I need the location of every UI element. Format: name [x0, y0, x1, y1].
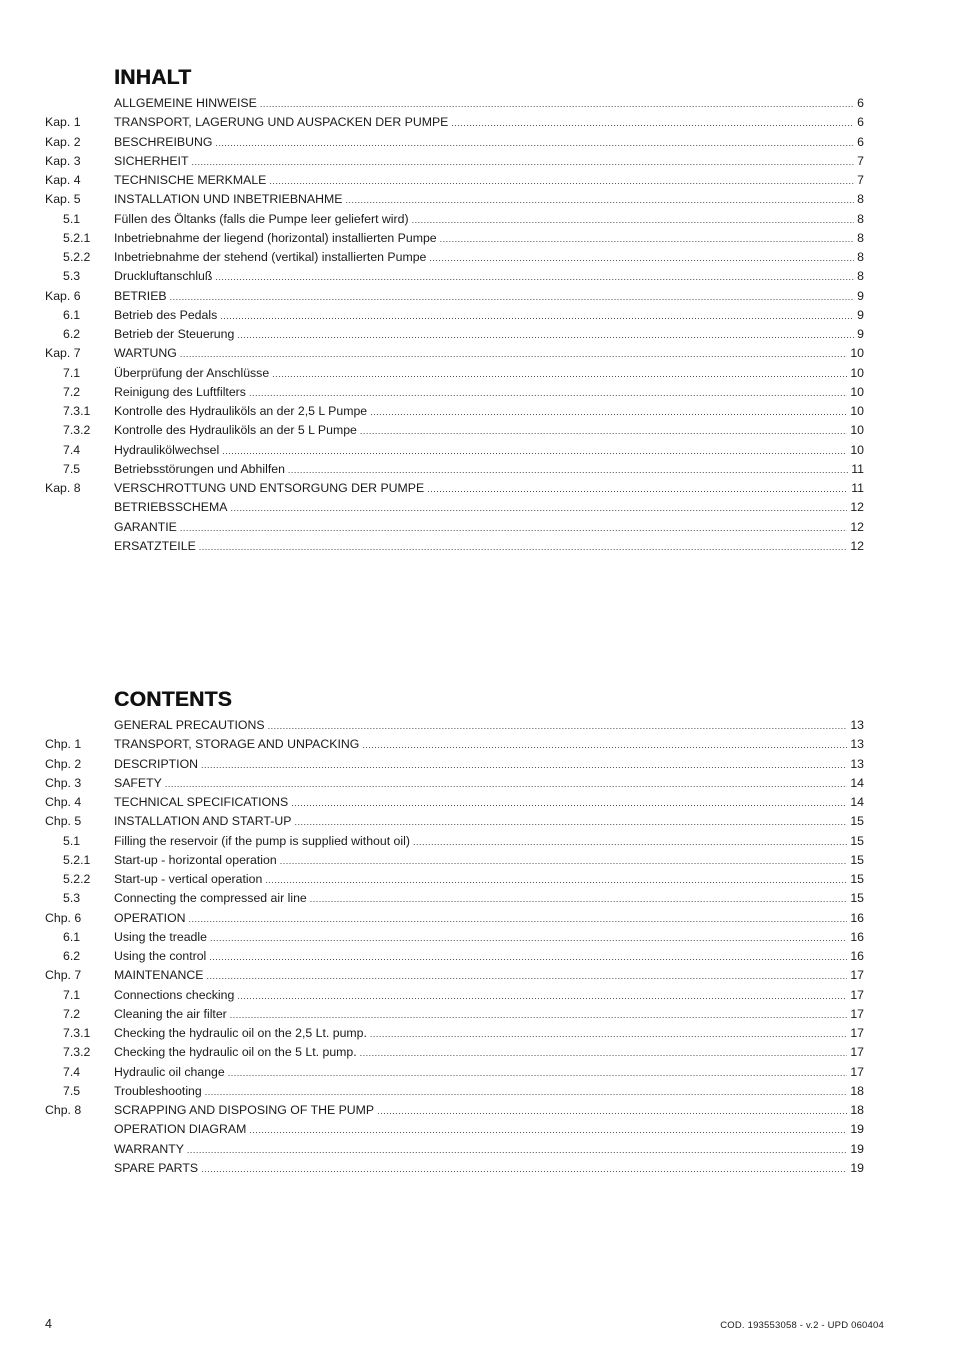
toc-entry-label: TRANSPORT, LAGERUNG UND AUSPACKEN DER PUMPE [114, 115, 449, 130]
toc-entry-page: 9 [857, 327, 864, 341]
toc-entry-label: Using the treadle [114, 929, 207, 944]
toc-entry[interactable] [0, 889, 954, 908]
toc-entry-line [114, 909, 864, 929]
toc-entry[interactable] [0, 1005, 954, 1024]
toc-entry-line [114, 1063, 864, 1083]
toc-entry-label: Überprüfung der Anschlüsse [114, 365, 270, 380]
toc-entry-page: 10 [850, 346, 864, 361]
toc-entry-line [114, 344, 864, 364]
dot-leader [370, 403, 847, 422]
dot-leader [272, 365, 847, 384]
toc-entry-page: 6 [857, 96, 864, 110]
dot-leader [265, 871, 847, 890]
toc-entry-line [114, 928, 864, 948]
toc-entry-line [114, 1140, 864, 1160]
toc-entry-page: 10 [850, 442, 864, 457]
toc-entry-line [114, 229, 864, 249]
toc-entry-number: 7.3.2 [63, 423, 91, 438]
dot-leader [280, 852, 848, 871]
toc-entry-line [114, 421, 864, 441]
toc-entry-line [114, 812, 864, 832]
toc-entry-page: 10 [850, 384, 864, 399]
toc-entry[interactable] [0, 498, 954, 517]
toc-entry-line [114, 190, 864, 210]
toc-entry[interactable] [0, 537, 954, 556]
toc-entry-line [114, 1005, 864, 1025]
toc-entry-label: Inbetriebnahme der liegend (horizontal) installierten Pumpe [114, 230, 437, 245]
dot-leader [230, 1006, 848, 1025]
toc-entry-line [114, 287, 864, 307]
toc-entry-label: ERSATZTEILE [114, 538, 196, 553]
toc-entry-label: Füllen des Öltanks (falls die Pumpe leer geliefert wird) [114, 211, 409, 226]
toc-entry-page: 19 [850, 1160, 864, 1175]
toc-entry-number: Kap. 8 [45, 481, 81, 495]
footer-document-code: COD. 193553058 - v.2 - UPD 060404 [720, 1320, 884, 1331]
toc-entry-page: 14 [850, 775, 864, 790]
dot-leader [237, 326, 854, 345]
toc-entry-page: 11 [851, 461, 864, 476]
toc-entry-label: WARRANTY [114, 1141, 184, 1156]
toc-entry-page: 17 [850, 1064, 864, 1079]
toc-entry[interactable] [0, 928, 954, 947]
toc-entry-line [114, 1159, 864, 1179]
toc-entry[interactable] [0, 325, 954, 344]
toc-entry[interactable] [0, 755, 954, 774]
toc-entry-label: BETRIEB [114, 288, 167, 303]
toc-entry[interactable] [0, 1043, 954, 1062]
toc-entry-line [114, 460, 864, 480]
toc-entry-number: 5.2.2 [63, 250, 91, 264]
toc-entry-label: TECHNISCHE MERKMALE [114, 173, 267, 187]
toc-entry-label: MAINTENANCE [114, 968, 204, 983]
toc-entry-number: 7.1 [63, 365, 81, 380]
dot-leader [165, 775, 847, 794]
toc-entry[interactable] [0, 267, 954, 286]
toc-entry-label: GARANTIE [114, 519, 177, 534]
toc-entry-label: Using the control [114, 949, 207, 963]
toc-entry-page: 8 [857, 250, 864, 264]
toc-entry[interactable] [0, 1120, 954, 1139]
dot-leader [377, 1102, 847, 1121]
footer-page-number: 4 [45, 1317, 52, 1331]
toc-entry-number: Chp. 4 [45, 795, 82, 809]
toc-entry-label: SICHERHEIT [114, 153, 189, 168]
toc-entry-line [114, 171, 864, 191]
dot-leader [291, 794, 847, 813]
toc-entry[interactable] [0, 1082, 954, 1101]
dot-leader [412, 211, 855, 230]
toc-entry-page: 8 [857, 269, 864, 284]
toc-entry-page: 9 [857, 288, 864, 303]
toc-entry-number: Chp. 8 [45, 1103, 82, 1117]
toc-entry-label: VERSCHROTTUNG UND ENTSORGUNG DER PUMPE [114, 481, 425, 495]
toc-entry-number: 5.2.1 [63, 230, 91, 245]
toc-entry-label: INSTALLATION AND START-UP [114, 814, 292, 829]
toc-entry-line [114, 537, 864, 557]
toc-entry-number: 7.2 [63, 384, 81, 399]
toc-entry-line [114, 94, 864, 114]
toc-entry-line [114, 1024, 864, 1044]
toc-entry[interactable] [0, 735, 954, 754]
dot-leader [209, 948, 847, 967]
toc-entry[interactable] [0, 479, 954, 498]
toc-entry-page: 16 [850, 949, 864, 963]
toc-entry-number: Kap. 1 [45, 115, 81, 130]
dot-leader [215, 134, 854, 153]
toc-entry-page: 15 [850, 833, 864, 848]
toc-entry[interactable] [0, 94, 954, 113]
dot-leader [170, 288, 855, 307]
dot-leader [207, 967, 848, 986]
dot-leader [413, 833, 847, 852]
toc-list-english [0, 716, 954, 1178]
toc-entry[interactable] [0, 190, 954, 209]
toc-entry-line [114, 870, 864, 890]
toc-entry-line [114, 755, 864, 775]
toc-entry[interactable] [0, 1159, 954, 1178]
toc-entry[interactable] [0, 716, 954, 735]
toc-entry-label: Hydraulikölwechsel [114, 442, 220, 457]
dot-leader [230, 499, 847, 518]
toc-entry-page: 17 [850, 1006, 864, 1021]
toc-entry-line [114, 1120, 864, 1140]
toc-entry-line [114, 325, 864, 345]
toc-entry-label: ALLGEMEINE HINWEISE [114, 96, 257, 110]
dot-leader [360, 422, 847, 441]
toc-entry-number: 7.2 [63, 1006, 81, 1021]
toc-entry-number: 6.1 [63, 929, 81, 944]
toc-entry[interactable] [0, 402, 954, 421]
toc-entry-label: Checking the hydraulic oil on the 2,5 Lt. pump. [114, 1026, 367, 1040]
toc-entry-line [114, 248, 864, 268]
dot-leader [370, 1025, 847, 1044]
toc-entry-page: 15 [850, 872, 864, 886]
dot-leader [210, 929, 847, 948]
toc-entry-label: WARTUNG [114, 346, 177, 361]
dot-leader [360, 1044, 848, 1063]
toc-entry-line [114, 1101, 864, 1121]
toc-entry-number: Chp. 2 [45, 756, 82, 771]
toc-entry-number: Chp. 5 [45, 814, 82, 829]
toc-entry[interactable] [0, 812, 954, 831]
toc-entry[interactable] [0, 152, 954, 171]
toc-entry-page: 8 [857, 211, 864, 226]
toc-entry-label: SCRAPPING AND DISPOSING OF THE PUMP [114, 1103, 375, 1117]
toc-list-german [0, 94, 954, 556]
toc-entry-label: GENERAL PRECAUTIONS [114, 718, 265, 732]
toc-entry[interactable] [0, 518, 954, 537]
dot-leader [440, 230, 855, 249]
toc-entry-page: 11 [851, 481, 864, 495]
toc-entry-number: Chp. 7 [45, 968, 82, 983]
toc-entry-page: 17 [850, 968, 864, 983]
toc-entry-page: 9 [857, 307, 864, 322]
toc-entry-line [114, 518, 864, 538]
dot-leader [260, 95, 854, 114]
toc-entry-line [114, 1043, 864, 1063]
toc-entry-label: OPERATION [114, 910, 186, 925]
toc-entry-line [114, 441, 864, 461]
toc-entry-line [114, 210, 864, 230]
dot-leader [288, 461, 848, 480]
toc-entry-label: Betrieb der Steuerung [114, 327, 235, 341]
toc-entry-line [114, 113, 864, 133]
toc-entry-line [114, 793, 864, 813]
toc-entry-number: 7.5 [63, 461, 81, 476]
toc-entry-number: 7.3.1 [63, 1026, 91, 1040]
toc-entry-number: 5.1 [63, 833, 81, 848]
toc-entry-label: Kontrolle des Hydrauliköls an der 2,5 L Pumpe [114, 404, 368, 418]
toc-entry-page: 8 [857, 230, 864, 245]
toc-entry-number: Kap. 7 [45, 346, 81, 361]
toc-entry-label: Kontrolle des Hydrauliköls an der 5 L Pumpe [114, 423, 357, 438]
dot-leader [362, 736, 847, 755]
toc-entry[interactable] [0, 909, 954, 928]
toc-entry-line [114, 851, 864, 871]
toc-entry[interactable] [0, 1140, 954, 1159]
toc-entry[interactable] [0, 986, 954, 1005]
toc-entry-number: 7.3.1 [63, 404, 91, 418]
dot-leader [268, 717, 848, 736]
toc-entry-number: 5.1 [63, 211, 81, 226]
toc-entry-page: 13 [850, 737, 864, 752]
dot-leader [228, 1064, 848, 1083]
toc-entry[interactable] [0, 421, 954, 440]
toc-entry-page: 17 [850, 1026, 864, 1040]
toc-entry-label: Filling the reservoir (if the pump is supplied without oil) [114, 833, 410, 848]
toc-entry[interactable] [0, 870, 954, 889]
toc-entry-line [114, 832, 864, 852]
toc-entry-line [114, 986, 864, 1006]
toc-entry-line [114, 716, 864, 736]
toc-entry-number: 7.1 [63, 987, 81, 1002]
dot-leader [199, 538, 848, 557]
toc-entry-label: SPARE PARTS [114, 1160, 199, 1175]
toc-entry-line [114, 774, 864, 794]
toc-entry-page: 12 [850, 538, 864, 553]
toc-entry-line [114, 133, 864, 153]
toc-entry-number: Chp. 1 [45, 737, 82, 752]
dot-leader [345, 191, 854, 210]
toc-entry-line [114, 966, 864, 986]
toc-entry[interactable] [0, 1063, 954, 1082]
toc-entry-number: 6.2 [63, 327, 81, 341]
dot-leader [201, 756, 847, 775]
toc-entry-label: SAFETY [114, 775, 162, 790]
toc-entry-number: 5.2.2 [63, 872, 91, 886]
toc-entry-label: TECHNICAL SPECIFICATIONS [114, 795, 289, 809]
dot-leader [187, 1141, 847, 1160]
dot-leader [191, 153, 854, 172]
section-title-contents: CONTENTS [114, 688, 232, 711]
toc-entry-line [114, 402, 864, 422]
toc-entry[interactable] [0, 171, 954, 190]
toc-section-german [0, 64, 954, 556]
toc-entry[interactable] [0, 774, 954, 793]
dot-leader [189, 910, 848, 929]
dot-leader [249, 1121, 847, 1140]
toc-section-english [0, 686, 954, 1178]
toc-entry-label: Druckluftanschluß [114, 269, 213, 284]
toc-entry-number: 7.5 [63, 1083, 81, 1098]
toc-entry-label: Betrieb des Pedals [114, 307, 218, 322]
toc-entry[interactable] [0, 793, 954, 812]
dot-leader [180, 519, 847, 538]
toc-entry[interactable] [0, 113, 954, 132]
toc-entry-line [114, 889, 864, 909]
toc-entry-page: 13 [850, 718, 864, 732]
toc-entry-label: OPERATION DIAGRAM [114, 1122, 247, 1137]
toc-entry-page: 8 [857, 192, 864, 207]
toc-entry-page: 6 [857, 134, 864, 149]
toc-entry-number: Chp. 3 [45, 775, 82, 790]
toc-entry-page: 13 [850, 756, 864, 771]
toc-entry-page: 19 [850, 1141, 864, 1156]
toc-entry-line [114, 306, 864, 326]
toc-entry-line [114, 735, 864, 755]
toc-entry-number: Kap. 3 [45, 153, 81, 168]
toc-entry-line [114, 1082, 864, 1102]
toc-entry-page: 15 [850, 852, 864, 867]
toc-entry-number: 5.3 [63, 269, 81, 284]
toc-entry-page: 17 [850, 1045, 864, 1060]
toc-entry-number: 7.3.2 [63, 1045, 91, 1060]
toc-entry-page: 15 [850, 814, 864, 829]
dot-leader [249, 384, 847, 403]
toc-entry-label: Connections checking [114, 987, 235, 1002]
toc-entry-label: Connecting the compressed air line [114, 891, 307, 906]
toc-entry[interactable] [0, 306, 954, 325]
toc-entry-page: 18 [850, 1083, 864, 1098]
dot-leader [429, 249, 854, 268]
dot-leader [294, 813, 847, 832]
toc-entry[interactable] [0, 441, 954, 460]
toc-entry-label: Reinigung des Luftfilters [114, 384, 246, 399]
toc-entry-label: Cleaning the air filter [114, 1006, 227, 1021]
dot-leader [310, 890, 848, 909]
toc-entry-number: Chp. 6 [45, 910, 82, 925]
toc-entry-page: 16 [850, 929, 864, 944]
toc-entry-page: 18 [850, 1103, 864, 1117]
toc-entry-page: 10 [850, 365, 864, 380]
toc-entry-number: 6.2 [63, 949, 81, 963]
toc-entry[interactable] [0, 832, 954, 851]
toc-entry-page: 10 [850, 423, 864, 438]
toc-entry[interactable] [0, 966, 954, 985]
toc-entry-number: Kap. 2 [45, 134, 81, 149]
toc-entry-label: Start-up - horizontal operation [114, 852, 277, 867]
toc-entry[interactable] [0, 383, 954, 402]
toc-entry-line [114, 498, 864, 518]
toc-entry-label: TRANSPORT, STORAGE AND UNPACKING [114, 737, 360, 752]
dot-leader [222, 442, 847, 461]
dot-leader [427, 480, 848, 499]
toc-entry-line [114, 267, 864, 287]
toc-entry-label: BESCHREIBUNG [114, 134, 213, 149]
dot-leader [205, 1083, 848, 1102]
toc-entry-number: 7.4 [63, 1064, 81, 1079]
toc-entry-page: 12 [850, 500, 864, 515]
toc-entry[interactable] [0, 364, 954, 383]
toc-entry-line [114, 152, 864, 172]
section-title-inhalt: INHALT [114, 66, 192, 89]
toc-entry[interactable] [0, 210, 954, 229]
toc-entry-page: 12 [850, 519, 864, 534]
toc-entry-label: Checking the hydraulic oil on the 5 Lt. pump. [114, 1045, 357, 1060]
toc-entry-number: Kap. 5 [45, 192, 81, 207]
toc-entry[interactable] [0, 133, 954, 152]
toc-entry-line [114, 947, 864, 967]
toc-entry-number: Kap. 4 [45, 173, 81, 187]
toc-entry-number: 7.4 [63, 442, 81, 457]
toc-entry-page: 14 [850, 795, 864, 809]
dot-leader [220, 307, 854, 326]
toc-entry[interactable] [0, 248, 954, 267]
toc-entry-label: INSTALLATION UND INBETRIEBNAHME [114, 192, 343, 207]
dot-leader [269, 172, 854, 191]
toc-entry-page: 17 [850, 987, 864, 1002]
dot-leader [237, 987, 847, 1006]
toc-entry-label: Hydraulic oil change [114, 1064, 225, 1079]
toc-entry-page: 19 [850, 1122, 864, 1137]
toc-entry-page: 16 [850, 910, 864, 925]
toc-entry-page: 6 [857, 115, 864, 130]
dot-leader [215, 268, 854, 287]
toc-entry-label: Start-up - vertical operation [114, 872, 263, 886]
toc-entry[interactable] [0, 287, 954, 306]
toc-entry[interactable] [0, 947, 954, 966]
toc-entry-label: DESCRIPTION [114, 756, 199, 771]
toc-entry-number: 5.2.1 [63, 852, 91, 867]
toc-entry-number: Kap. 6 [45, 288, 81, 303]
toc-entry-label: Inbetriebnahme der stehend (vertikal) installierten Pumpe [114, 250, 427, 264]
toc-entry-line [114, 364, 864, 384]
toc-entry-number: 5.3 [63, 891, 81, 906]
toc-entry-page: 7 [857, 153, 864, 168]
dot-leader [180, 345, 847, 364]
toc-entry-page: 7 [857, 173, 864, 187]
toc-entry[interactable] [0, 1024, 954, 1043]
toc-entry-label: BETRIEBSSCHEMA [114, 500, 228, 515]
toc-entry-page: 15 [850, 891, 864, 906]
toc-entry-number: 6.1 [63, 307, 81, 322]
toc-entry[interactable] [0, 460, 954, 479]
toc-entry-label: Troubleshooting [114, 1083, 202, 1098]
toc-entry[interactable] [0, 1101, 954, 1120]
toc-entry-page: 10 [850, 404, 864, 418]
toc-entry-label: Betriebsstörungen und Abhilfen [114, 461, 285, 476]
toc-entry[interactable] [0, 851, 954, 870]
dot-leader [201, 1160, 847, 1179]
dot-leader [451, 114, 854, 133]
toc-entry-line [114, 479, 864, 499]
toc-entry[interactable] [0, 344, 954, 363]
toc-entry[interactable] [0, 229, 954, 248]
toc-entry-line [114, 383, 864, 403]
